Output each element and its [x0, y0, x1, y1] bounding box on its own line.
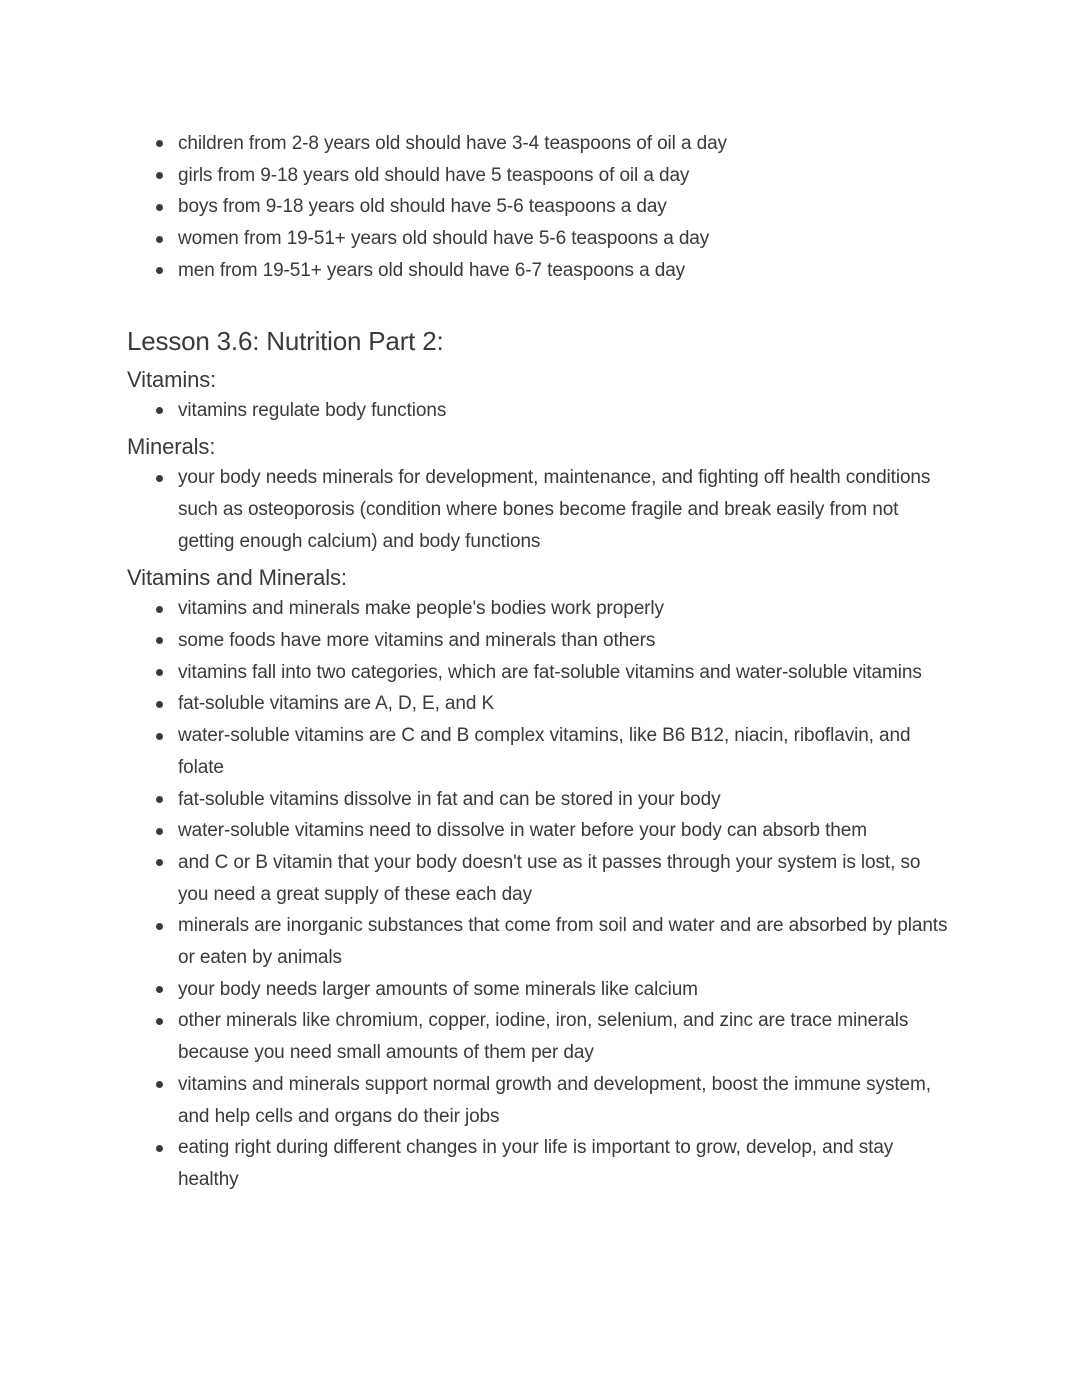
list-item: fat-soluble vitamins are A, D, E, and K	[127, 688, 948, 720]
list-item: your body needs minerals for development, maintenance, and fighting off health conditions such as osteoporosis (condition where bones become fragile and break easily from not getting enough calcium) and body functions	[127, 462, 948, 557]
list-item: minerals are inorganic substances that come from soil and water and are absorbed by plants or eaten by animals	[127, 910, 948, 973]
section-heading: Vitamins:	[127, 366, 217, 392]
section-heading: Minerals:	[127, 434, 216, 460]
section-vitamins-and-minerals	[127, 563, 948, 1195]
list-item: men from 19-51+ years old should have 6-7 teaspoons a day	[127, 255, 948, 287]
section-vitamins	[127, 365, 948, 427]
list-item: children from 2-8 years old should have 3-4 teaspoons of oil a day	[127, 128, 948, 160]
lesson-title: Lesson 3.6: Nutrition Part 2:	[127, 325, 444, 356]
list-item: eating right during different changes in your life is important to grow, develop, and stay healthy	[127, 1132, 948, 1195]
section-minerals	[127, 432, 948, 557]
section-list	[127, 395, 948, 427]
list-item: women from 19-51+ years old should have 5-6 teaspoons a day	[127, 223, 948, 255]
section-list	[127, 462, 948, 557]
list-item: vitamins fall into two categories, which are fat-soluble vitamins and water-soluble vitamins	[127, 657, 948, 689]
list-item: water-soluble vitamins need to dissolve in water before your body can absorb them	[127, 815, 948, 847]
list-item: and C or B vitamin that your body doesn't use as it passes through your system is lost, so you need a great supply of these each day	[127, 847, 948, 910]
list-item: girls from 9-18 years old should have 5 teaspoons of oil a day	[127, 160, 948, 192]
list-item: some foods have more vitamins and minerals than others	[127, 625, 948, 657]
list-item: your body needs larger amounts of some minerals like calcium	[127, 974, 948, 1006]
list-item: vitamins and minerals support normal growth and development, boost the immune system, and help cells and organs do their jobs	[127, 1069, 948, 1132]
oil-intake-list	[127, 128, 948, 287]
section-list	[127, 593, 948, 1195]
list-item: other minerals like chromium, copper, iodine, iron, selenium, and zinc are trace minerals because you need small amounts of them per day	[127, 1005, 948, 1068]
list-item: water-soluble vitamins are C and B complex vitamins, like B6 B12, niacin, riboflavin, and folate	[127, 720, 948, 783]
list-item: fat-soluble vitamins dissolve in fat and can be stored in your body	[127, 784, 948, 816]
section-heading: Vitamins and Minerals:	[127, 565, 347, 591]
list-item: boys from 9-18 years old should have 5-6 teaspoons a day	[127, 191, 948, 223]
list-item: vitamins and minerals make people's bodies work properly	[127, 593, 948, 625]
list-item: vitamins regulate body functions	[127, 395, 948, 427]
